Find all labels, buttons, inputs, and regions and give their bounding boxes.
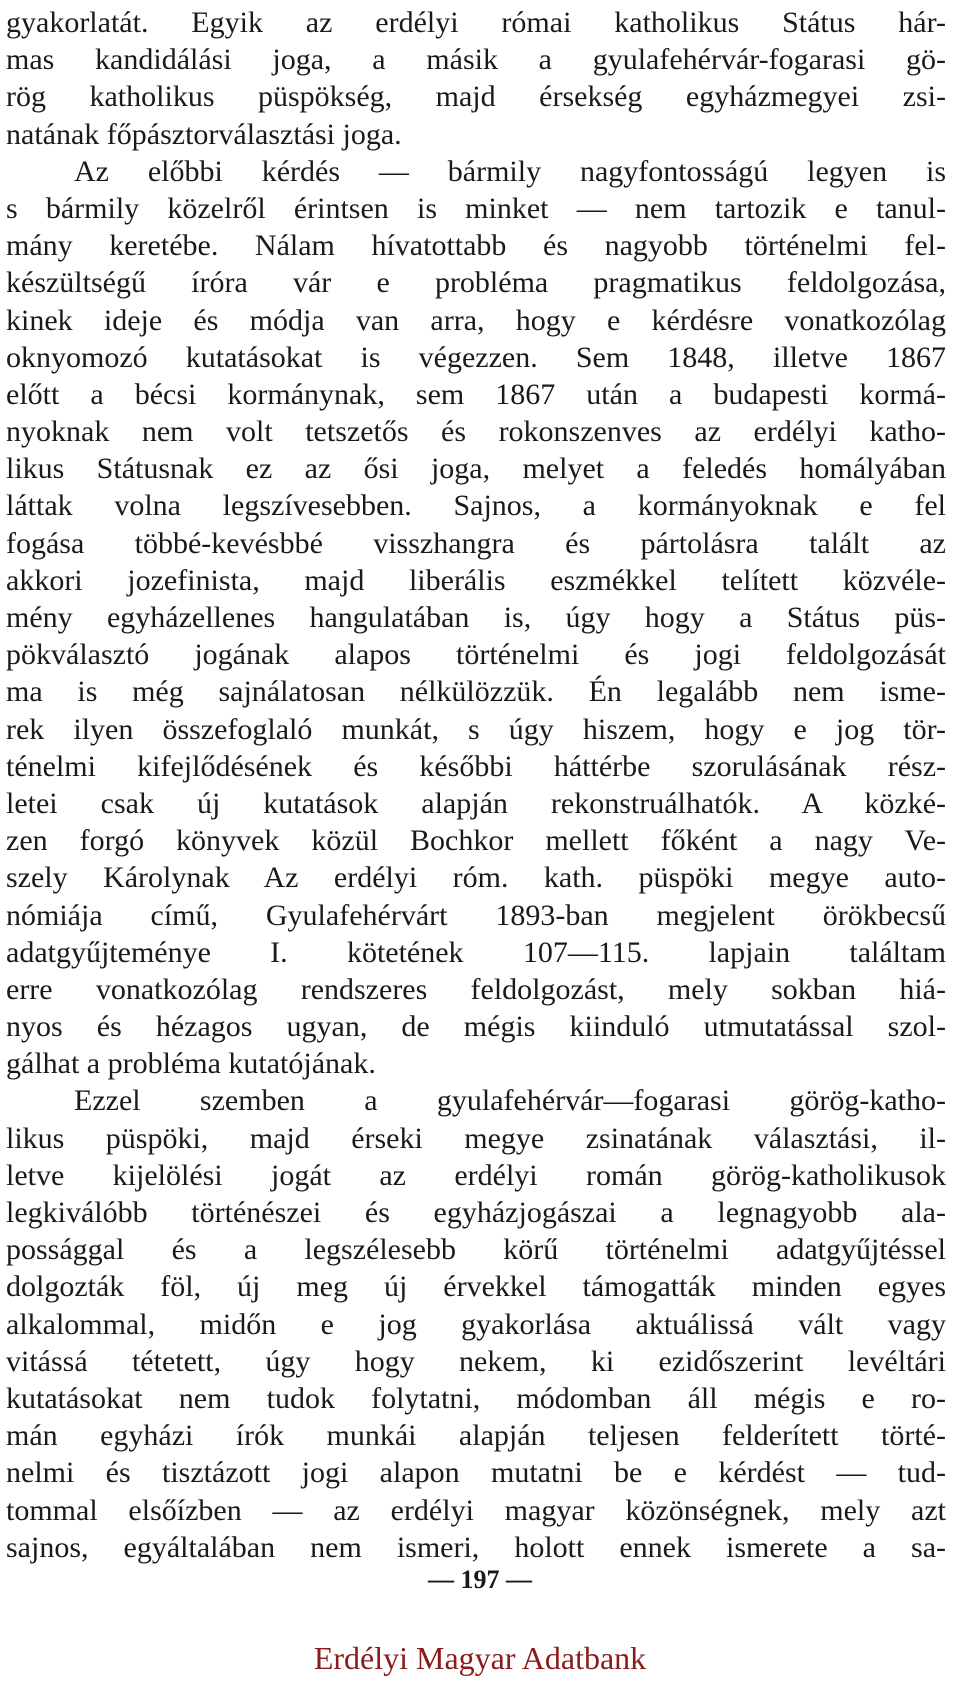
- text-line: likus püspöki, majd érseki megye zsinatának választási, il-: [6, 1121, 946, 1155]
- text-line: possággal és a legszélesebb körű történelmi adatgyűjtéssel: [6, 1233, 946, 1267]
- text-line: mas kandidálási joga, a másik a gyulafehérvár-fogarasi gö-: [6, 43, 946, 77]
- text-line: zen forgó könyvek közül Bochkor mellett főként a nagy Ve-: [6, 824, 946, 858]
- text-line: nómiája című, Gyulafehérvárt 1893-ban megjelent örökbecsű: [6, 898, 946, 932]
- text-line: letve kijelölési jogát az erdélyi román görög-katholikusok: [6, 1158, 946, 1192]
- text-line: pökválasztó jogának alapos történelmi és jogi feldolgozását: [6, 638, 946, 672]
- text-line: gálhat a probléma kutatójának.: [6, 1047, 376, 1081]
- text-line: alkalommal, midőn e jog gyakorlása aktuálissá vált vagy: [6, 1307, 946, 1341]
- text-line: adatgyűjteménye I. kötetének 107—115. lapjain találtam: [6, 935, 946, 969]
- text-line: nyos és hézagos ugyan, de mégis kiinduló utmutatással szol-: [6, 1010, 946, 1044]
- text-line: tommal elsőízben — az erdélyi magyar közönségnek, mely azt: [6, 1493, 946, 1527]
- text-line: dolgozták föl, új meg új érvekkel támogatták minden egyes: [6, 1270, 946, 1304]
- text-line: szely Károlynak Az erdélyi róm. kath. püspöki megye auto-: [6, 861, 946, 895]
- text-line: ténelmi kifejlődésének és későbbi háttérbe szorulásának rész-: [6, 749, 946, 783]
- text-line: gyakorlatát. Egyik az erdélyi római katholikus Státus hár-: [6, 6, 946, 39]
- text-line: sajnos, egyáltalában nem ismeri, holott ennek ismerete a sa-: [6, 1530, 946, 1564]
- text-line: legkiválóbb történészei és egyházjogászai a legnagyobb ala-: [6, 1196, 946, 1229]
- body-text: [6, 4, 946, 1566]
- text-line: nyoknak nem volt tetszetős és rokonszenves az erdélyi katho-: [6, 415, 946, 449]
- text-line: rek ilyen összefoglaló munkát, s úgy hiszem, hogy e jog tör-: [6, 712, 946, 746]
- text-line: ma is még sajnálatosan nélkülözzük. Én legalább nem isme-: [6, 675, 946, 709]
- text-line: mény egyházellenes hangulatában is, úgy hogy a Státus püs-: [6, 601, 946, 634]
- text-line: Ezzel szemben a gyulafehérvár—fogarasi görög-katho-: [74, 1084, 946, 1118]
- text-line: kutatásokat nem tudok folytatni, módomban áll mégis e ro-: [6, 1381, 946, 1415]
- text-line: vitássá tétetett, úgy hogy nekem, ki ezidőszerint levéltári: [6, 1344, 946, 1378]
- text-line: oknyomozó kutatásokat is végezzen. Sem 1848, illetve 1867: [6, 340, 946, 374]
- text-line: mán egyházi írók munkái alapján teljesen felderített törté-: [6, 1419, 946, 1453]
- text-line: készültségű íróra vár e probléma pragmatikus feldolgozása,: [6, 266, 946, 300]
- footer-source: Erdélyi Magyar Adatbank: [313, 1640, 647, 1676]
- text-line: natának főpásztorválasztási joga.: [6, 117, 402, 151]
- text-line: kinek ideje és módja van arra, hogy e kérdésre vonatkozólag: [6, 303, 946, 337]
- text-line: mány keretébe. Nálam hívatottabb és nagyobb történelmi fel-: [6, 229, 946, 263]
- text-line: akkori jozefinista, majd liberális eszmékkel telített közvéle-: [6, 563, 946, 597]
- text-line: likus Státusnak ez az ősi joga, melyet a feledés homályában: [6, 452, 946, 486]
- text-line: Az előbbi kérdés — bármily nagyfontosságú legyen is: [74, 154, 946, 188]
- text-line: letei csak új kutatások alapján rekonstruálhatók. A közké-: [6, 786, 946, 820]
- text-line: fogása többé-kevésbbé visszhangra és pártolásra talált az: [6, 526, 946, 560]
- text-line: láttak volna legszívesebben. Sajnos, a kormányoknak e fel: [6, 489, 946, 523]
- text-line: s bármily közelről érintsen is minket — nem tartozik e tanul-: [6, 191, 946, 225]
- text-line: erre vonatkozólag rendszeres feldolgozást, mely sokban hiá-: [6, 972, 946, 1006]
- text-line: előtt a bécsi kormánynak, sem 1867 után a budapesti kormá-: [6, 377, 946, 411]
- page-number: — 197 —: [428, 1565, 532, 1594]
- text-line: nelmi és tisztázott jogi alapon mutatni be e kérdést — tud-: [6, 1456, 946, 1490]
- text-line: rög katholikus püspökség, majd érsekség egyházmegyei zsi-: [6, 80, 946, 114]
